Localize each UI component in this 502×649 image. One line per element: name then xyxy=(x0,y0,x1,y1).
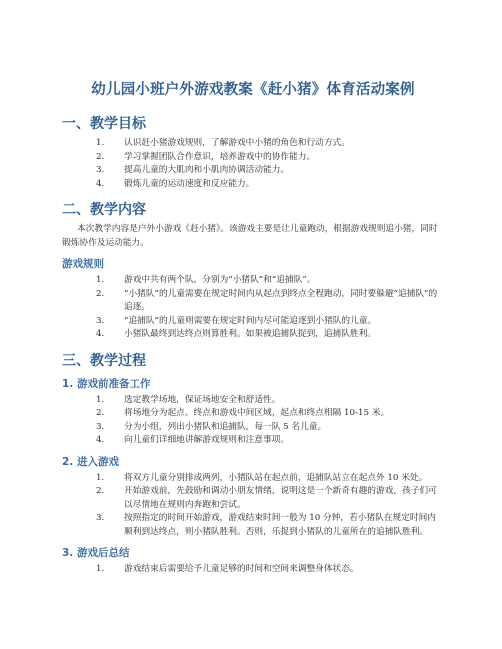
list-number: 3. xyxy=(96,165,105,175)
list-item xyxy=(62,328,444,342)
rules-list xyxy=(62,274,444,342)
section-heading-objectives: 一、教学目标 xyxy=(62,116,146,132)
list-number: 4. xyxy=(96,435,105,445)
list-item xyxy=(62,434,444,448)
list-text: “追捕队”的儿童则需要在规定时间内尽可能追逐到小猪队的儿童。 xyxy=(124,315,377,326)
list-text: 将场地分为起点、终点和游戏中间区域，起点和终点相隔 10-15 米。 xyxy=(124,408,390,418)
document-title: 幼儿园小班户外游戏教案《赶小猪》体育活动案例 xyxy=(91,82,415,98)
list-text: 按照指定的时间开始游戏，游戏结束时间一般为 10 分钟，若小猪队在规定时间内顺利到达终点，则小猪队胜利。否则，乐捉到小猪队的儿童所在的追捕队胜利。 xyxy=(124,513,436,537)
sub-heading-rules: 游戏规则 xyxy=(62,258,104,270)
section-heading-content: 二、教学内容 xyxy=(62,202,146,218)
list-text: 游戏中共有两个队，分别为“小猪队”和“追捕队”。 xyxy=(124,275,316,285)
list-item xyxy=(62,407,444,421)
sub-heading-summary: 3. 游戏后总结 xyxy=(62,547,130,559)
list-text: 提高儿童的大肌肉和小肌肉协调活动能力。 xyxy=(124,165,290,175)
preparation-list xyxy=(62,394,444,448)
list-text: 分为小组，列出小猪队和追捕队，每一队 5 名儿童。 xyxy=(124,421,327,432)
section-heading-process: 三、教学过程 xyxy=(62,352,146,369)
list-text: 学习掌握团队合作意识，培养游戏中的协作能力。 xyxy=(124,151,316,162)
list-text: 将双方儿童分别排成两列，小猪队站在起点前，追捕队站立在起点外 10 米处。 xyxy=(124,472,428,483)
list-item xyxy=(62,288,444,315)
list-item xyxy=(62,274,444,288)
list-item xyxy=(62,151,444,165)
list-text: 小猪队最终到达终点则算胜利。如果被追捕队捉到，追捕队胜利。 xyxy=(124,329,376,339)
list-text: “小猪队”的儿童需要在规定时间内从起点到终点全程跑动，同时要躲避“追捕队”的追逐。 xyxy=(124,288,438,312)
list-number: 1. xyxy=(96,472,105,483)
list-number: 1. xyxy=(96,138,105,148)
list-item xyxy=(62,315,444,329)
list-item xyxy=(62,485,444,512)
list-number: 2. xyxy=(96,151,105,162)
list-item xyxy=(62,394,444,408)
sub-heading-start-game: 2. 进入游戏 xyxy=(62,455,119,468)
list-item xyxy=(62,137,444,151)
list-item xyxy=(62,178,444,192)
list-item xyxy=(62,563,444,577)
list-number: 2. xyxy=(96,288,105,299)
list-text: 游戏结束后需要给予儿童足够的时间和空间来调整身体状态。 xyxy=(124,564,359,574)
list-number: 2. xyxy=(96,408,105,418)
list-text: 锻炼儿童的运动速度和反应能力。 xyxy=(124,178,255,189)
list-number: 1. xyxy=(96,275,105,285)
list-text: 选定教学场地，保证场地安全和舒适性。 xyxy=(124,394,281,405)
list-text: 向儿童们详细地讲解游戏规则和注意事项。 xyxy=(124,435,290,445)
list-number: 4. xyxy=(96,329,105,339)
list-text: 开始游戏前，先鼓励和调动小朋友情绪，说明这是一个新奇有趣的游戏，孩子们可以尽情地在规则内奔跑和尝试。 xyxy=(124,486,437,510)
list-number: 3. xyxy=(96,315,105,326)
list-item xyxy=(62,164,444,178)
list-number: 3. xyxy=(96,513,105,523)
list-item xyxy=(62,512,444,539)
content-paragraph: 本次教学内容是户外小游戏《赶小猪》。该游戏主要是让儿童跑动，根据游戏规则追小猪，同时锻炼协作及运动能力。 xyxy=(62,224,438,248)
start-game-list xyxy=(62,472,444,540)
list-item xyxy=(62,472,444,486)
list-number: 3. xyxy=(96,421,105,432)
objectives-list xyxy=(62,137,444,191)
list-item xyxy=(62,421,444,435)
list-text: 认识赶小猪游戏规则，了解游戏中小猪的角色和行动方式。 xyxy=(124,138,350,148)
list-number: 4. xyxy=(96,178,105,189)
list-number: 1. xyxy=(96,394,105,405)
list-number: 1. xyxy=(96,564,105,574)
summary-list xyxy=(62,563,444,577)
list-number: 2. xyxy=(96,486,105,496)
sub-heading-preparation: 1. 游戏前准备工作 xyxy=(62,377,151,390)
